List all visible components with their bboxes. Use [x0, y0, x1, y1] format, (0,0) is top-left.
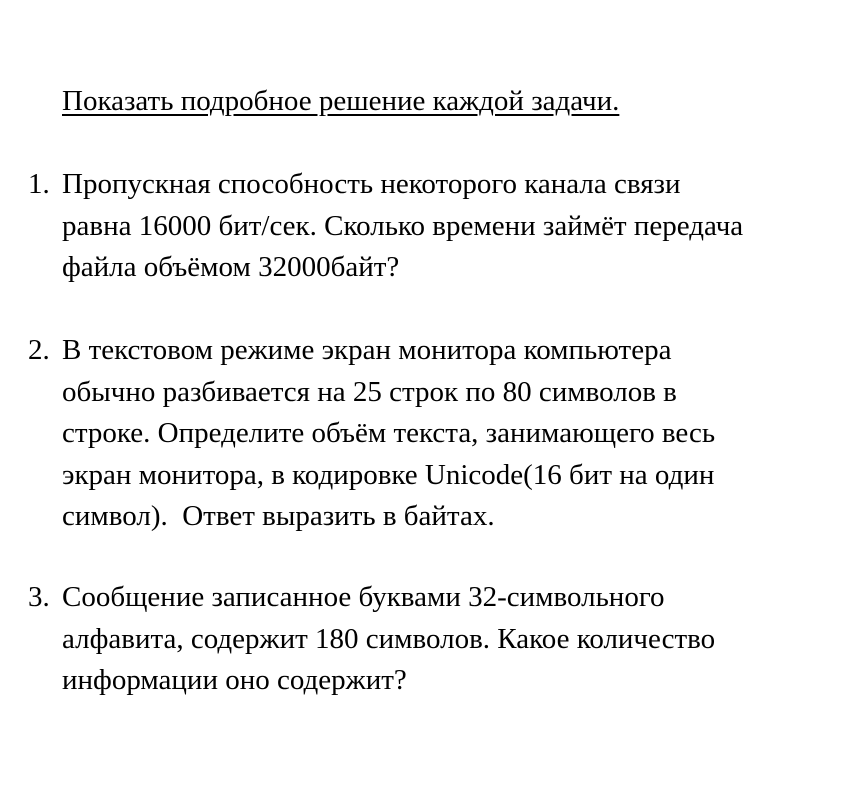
- page-heading: Показать подробное решение каждой задачи.: [62, 85, 620, 117]
- task-text-line: экран монитора, в кодировке Unicode(16 бит на один: [62, 458, 715, 491]
- task-text-line: символ). Ответ выразить в байтах.: [62, 500, 495, 532]
- task-text-line: Пропускная способность некоторого канала связи: [62, 168, 681, 200]
- task-text-line: равна 16000 бит/сек. Сколько времени займёт передача: [62, 209, 744, 242]
- task-text-line: В текстовом режиме экран монитора компьютера: [62, 334, 672, 366]
- task-number: 1.: [28, 168, 50, 200]
- task-text: [62, 164, 743, 289]
- task-text-line: информации оно содержит?: [62, 664, 407, 696]
- task-text: [62, 577, 715, 702]
- task-text-line: строке. Определите объём текста, занимающего весь: [62, 417, 716, 449]
- task-number: 2.: [28, 334, 50, 366]
- task-number: 3.: [28, 581, 50, 613]
- task-text-line: файла объёмом 32000байт?: [62, 251, 400, 283]
- task-text-line: алфавита, содержит 180 символов. Какое количество: [62, 622, 716, 655]
- task-text-line: Сообщение записанное буквами 32-символьного: [62, 581, 665, 613]
- task-text: [62, 330, 715, 538]
- task-text-line: обычно разбивается на 25 строк по 80 символов в: [62, 375, 677, 408]
